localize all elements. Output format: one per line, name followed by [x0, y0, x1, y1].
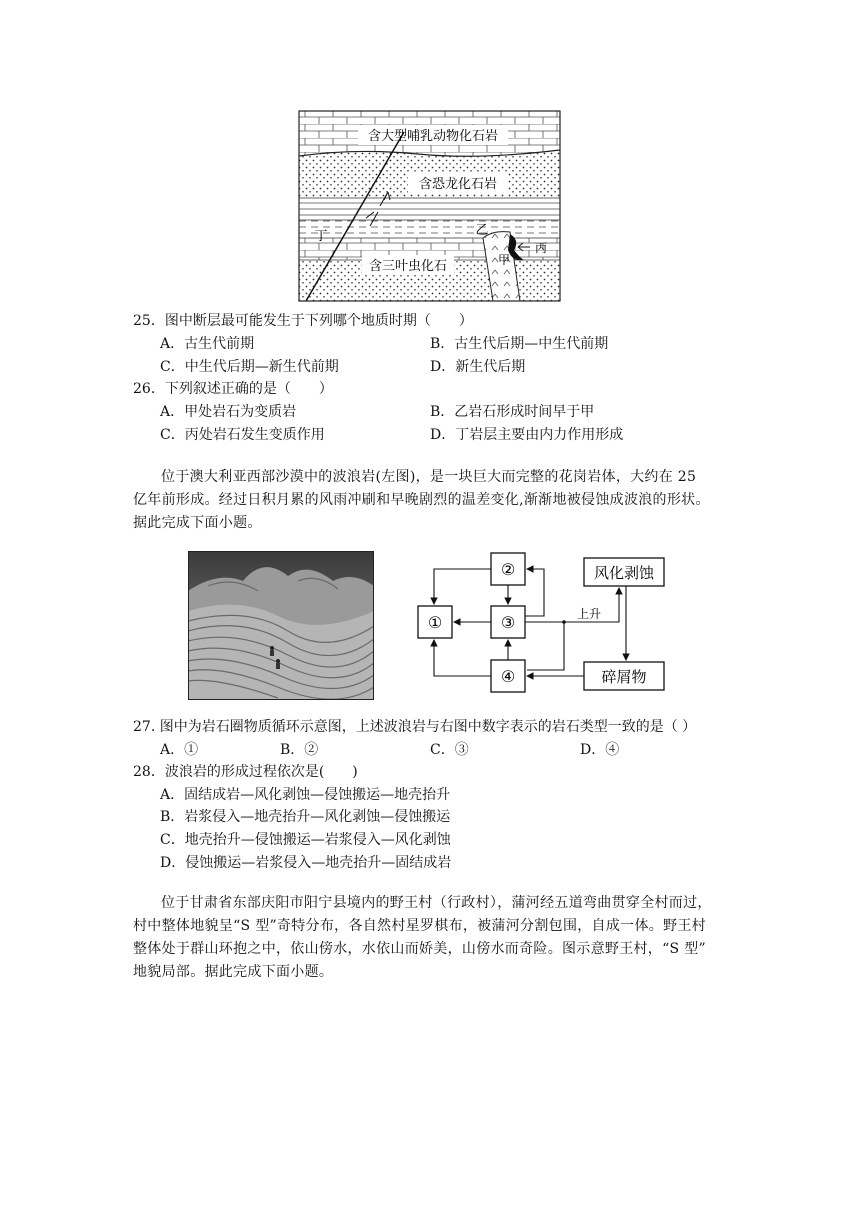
- label-ding: 丁: [314, 229, 328, 244]
- q26-option-b[interactable]: B．乙岩石形成时间早于甲: [430, 404, 595, 420]
- layer-yi: [299, 220, 560, 238]
- q25-option-a[interactable]: A．古生代前期: [160, 336, 255, 352]
- wave-rock-photo: [188, 551, 374, 700]
- q26-option-a[interactable]: A．甲处岩石为变质岩: [160, 404, 297, 420]
- q27-stem: 27. 图中为岩石圈物质循环示意图，上述波浪岩与右图中数字表示的岩石类型一致的是（ ）: [133, 719, 697, 735]
- q28-stem: 28．波浪岩的形成过程依次是( ): [133, 764, 358, 780]
- q27-option-b[interactable]: B．②: [280, 742, 319, 758]
- label-n3: ③: [500, 613, 516, 632]
- q25-option-c[interactable]: C．中生代后期—新生代前期: [160, 359, 339, 375]
- q27-option-d[interactable]: D．④: [580, 742, 620, 758]
- label-weathering: 风化剥蚀: [593, 564, 655, 582]
- label-jia: 甲: [497, 253, 511, 267]
- layer-lines: [299, 198, 560, 220]
- label-uplift: 上升: [576, 607, 602, 621]
- q28-option-d[interactable]: D．侵蚀搬运—岩浆侵入—地壳抬升—固结成岩: [160, 855, 452, 871]
- label-trilobite: 含三叶虫化石: [368, 259, 448, 274]
- label-n4: ④: [500, 667, 516, 686]
- intro-line-1: 位于澳大利亚西部沙漠中的波浪岩(左图)，是一块巨大而完整的花岗岩体，大约在 25: [161, 469, 697, 485]
- q26-option-d[interactable]: D．丁岩层主要由内力作用形成: [430, 427, 624, 443]
- q27-option-c[interactable]: C．③: [430, 742, 469, 758]
- q25-option-d[interactable]: D．新生代后期: [430, 359, 526, 375]
- q25-option-b[interactable]: B．古生代后期—中生代前期: [430, 336, 609, 352]
- wave-rock-intro: [133, 466, 733, 535]
- intro-line-3: 据此完成下面小题。: [133, 515, 262, 531]
- label-n1: ①: [427, 613, 443, 632]
- label-n2: ②: [500, 560, 516, 579]
- intro-line-2: 亿年前形成。经过日积月累的风雨冲刷和早晚剧烈的温差变化,渐渐地被侵蚀成波浪的形状。: [133, 492, 710, 508]
- q26-stem: 26．下列叙述正确的是（ ）: [133, 381, 333, 397]
- q28-option-c[interactable]: C．地壳抬升—侵蚀搬运—岩浆侵入—风化剥蚀: [160, 832, 451, 848]
- q25-stem: 25．图中断层最可能发生于下列哪个地质时期（ ）: [133, 313, 473, 329]
- q26-option-c[interactable]: C．丙处岩石发生变质作用: [160, 427, 325, 443]
- geologic-section-figure: [298, 110, 561, 302]
- rock-cycle-diagram: [414, 550, 670, 698]
- label-bing: 丙: [534, 241, 548, 255]
- q28-option-a[interactable]: A．固结成岩—风化剥蚀—侵蚀搬运—地壳抬升: [160, 787, 451, 803]
- q27-option-a[interactable]: A．①: [160, 742, 199, 758]
- q28-option-b[interactable]: B．岩浆侵入—地壳抬升—风化剥蚀—侵蚀搬运: [160, 809, 451, 825]
- label-mammal: 含大型哺乳动物化石岩: [367, 129, 499, 144]
- village-line-1: 位于甘肃省东部庆阳市阳宁县境内的野王村（行政村），蒲河经五道弯曲贯穿全村而过，: [161, 895, 712, 911]
- yewang-village-intro: [133, 892, 733, 984]
- village-line-2: 村中整体地貌呈“S 型”奇特分布，各自然村星罗棋布，被蒲河分割包围，自成一体。野王村: [133, 918, 706, 934]
- label-dinosaur: 含恐龙化石岩: [418, 177, 498, 192]
- label-debris: 碎屑物: [601, 668, 647, 686]
- village-line-4: 地貌局部。据此完成下面小题。: [133, 964, 334, 980]
- label-yi: 乙: [475, 223, 489, 238]
- village-line-3: 整体处于群山环抱之中，依山傍水，水依山而娇美，山傍水而奇险。图示意野王村，“S 型”: [133, 941, 706, 957]
